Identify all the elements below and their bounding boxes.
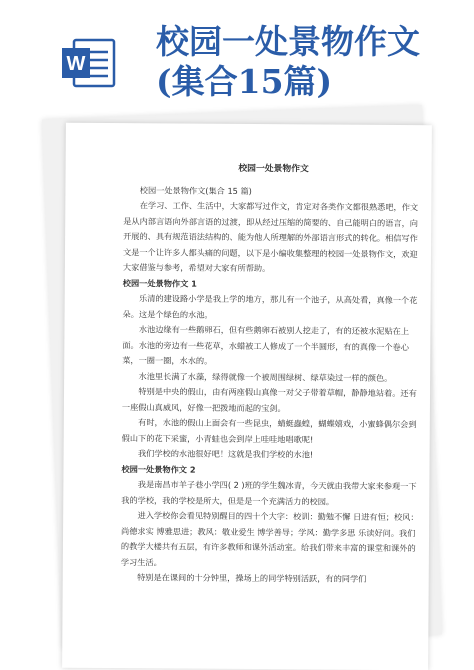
- paragraph-list: [121, 183, 424, 588]
- paragraph: 我是南昌市羊子巷小学四( 2 )班的学生魏冰青，今天就由我带大家来参观一下我的学校，我的学校是所大，但是是一个充满活力的校园。: [121, 479, 417, 507]
- paragraph: 特别是中央的假山，由有两座假山真像一对父子带着草帽，静静地站着。还有一座假山真威风，好像一把拨地而起的宝剑。: [121, 386, 417, 413]
- paragraph: 乐清的建设路小学是我上学的地方，那儿有一个池子，从高处看，真像一个花朵。这是个绿色的水池。: [122, 293, 418, 320]
- paragraph: 校园一处景物作文(集合 15 篇): [139, 184, 252, 196]
- word-document-icon: [60, 38, 118, 88]
- heading-line-2: (集合15篇): [156, 62, 333, 101]
- paragraph: 水池里长满了水藻，绿得就像一个被周围绿树、绿草染过一样的颜色。: [138, 370, 393, 383]
- paragraph: 我们学校的水池很好吧！这就是我们学校的水池!: [137, 448, 314, 460]
- header-banner: [0, 0, 474, 112]
- document-heading: [156, 22, 456, 102]
- section-heading: 校园一处景物作文 1: [122, 277, 197, 289]
- document-content: [121, 161, 424, 588]
- paragraph: 有时，水池的假山上面会有一些昆虫，蜻蜓蟲蝗，蝴蝶嬉戏，小蜜蜂偶尔会到假山下的花下采蜜，小青蛙也会到岸上哇哇地唱歌呢!: [121, 417, 417, 444]
- document-title: 校园一处景物作文: [238, 163, 309, 175]
- paragraph: 水池边缘有一些鹅卵石，但有些鹅卵石被别人挖走了，有的还被水泥贴在上面。水池的旁边有一些花草，水蜡被工人修成了一个半圆形，有的真像一个卷心菜，一圈一圈，水水的。: [122, 324, 410, 366]
- paragraph: 进入学校你会看见特别醒目的四十个大字：校训：勤勉不懈 日进有恒；校风：尚德求实 博雅思进；教风：敬业爱生 博学善导；学风：勤学多思 乐读好问。我们的教学大楼共有五层，有许多教师和课外活动室。给我们带来丰富的课堂和课外的学习生活。: [120, 510, 419, 567]
- paragraph: 特别是在课间的十分钟里，操场上的同学特别活跃，有的同学们: [137, 572, 367, 584]
- document-page: [62, 123, 432, 670]
- paragraph: 在学习、工作、生活中，大家都写过作文，肯定对各类作文都很熟悉吧，作文是从内部言语向外部言语的过渡，即从经过压缩的简要的、自己能明白的语言，向开展的、具有规范语法结构的、能为他人所理解的外部语言形式的转化。相信写作文是一个让许多人都头痛的问题，以下是小编收集整理的校园一处景物作文，欢迎大家借鉴与参考，希望对大家有所帮助。: [122, 200, 419, 274]
- section-heading: 校园一处景物作文 2: [121, 463, 196, 475]
- heading-line-1: 校园一处景物作文: [156, 22, 420, 61]
- word-icon-letter: W: [66, 53, 86, 75]
